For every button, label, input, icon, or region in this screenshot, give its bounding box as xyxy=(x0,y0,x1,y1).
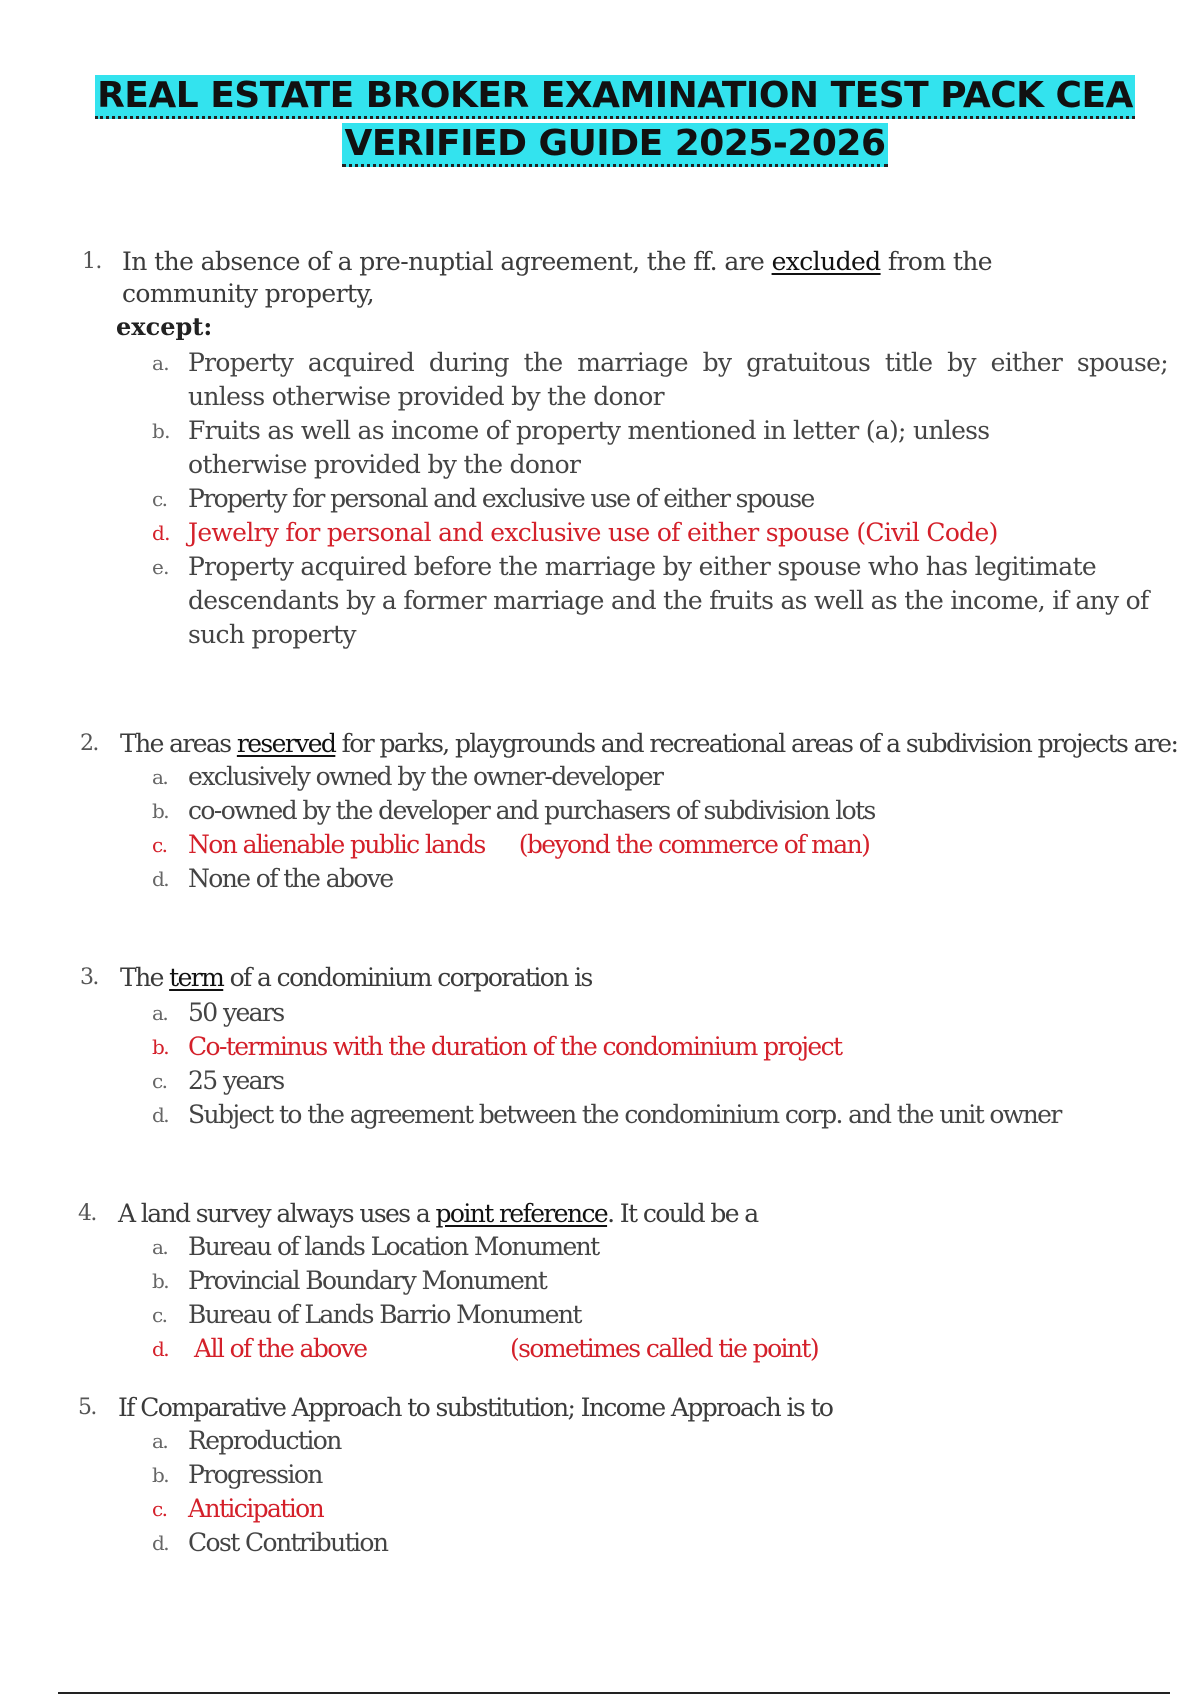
option-c: c. 25 years xyxy=(152,1066,284,1095)
option-c-correct-answer: c. Non alienable public lands (beyond the commerce of man) xyxy=(188,828,1148,862)
question-5-stem: 5. If Comparative Approach to substitution; Income Approach is to xyxy=(78,1393,833,1422)
option-e: e. Property acquired before the marriage by either spouse who has legitimate descendants by a former marriage and the fruits as well as the income, if any of such property xyxy=(152,552,1149,649)
option-d: d. Subject to the agreement between the condominium corp. and the unit owner xyxy=(152,1100,1061,1129)
question-1-stem: 1. In the absence of a pre-nuptial agreement, the ff. are excluded from the community property, xyxy=(82,247,992,308)
question-number: 2. xyxy=(80,731,98,756)
option-a: a. Reproduction xyxy=(152,1426,341,1455)
option-d: d. None of the above xyxy=(152,864,393,893)
option-b: b. Progression xyxy=(152,1460,322,1489)
question-5 xyxy=(0,1392,1200,1557)
question-4-stem: 4. A land survey always uses a point reference. It could be a xyxy=(78,1199,758,1228)
question-4-options xyxy=(152,1230,1148,1366)
question-1 xyxy=(0,246,1200,649)
footer-rule xyxy=(58,1692,1170,1694)
document-title xyxy=(60,72,1170,168)
question-3-stem: 3. The term of a condominium corporation is xyxy=(80,963,592,992)
question-number: 5. xyxy=(78,1395,96,1420)
answer-note: (beyond the commerce of man) xyxy=(518,830,870,859)
emphasis-underline: reserved xyxy=(236,729,336,758)
question-2-stem: 2. The areas reserved for parks, playgrounds and recreational areas of a subdivision projects are: xyxy=(80,729,1178,758)
option-d-correct-answer: d. Jewelry for personal and exclusive use of either spouse (Civil Code) xyxy=(152,518,998,547)
question-number: 3. xyxy=(80,965,98,990)
question-4 xyxy=(0,1198,1200,1363)
question-1-qualifier: except: xyxy=(116,312,213,341)
emphasis-underline: term xyxy=(169,963,224,992)
option-b: b. Fruits as well as income of property mentioned in letter (a); unless otherwise provided by the donor xyxy=(152,416,990,479)
option-b: b. Provincial Boundary Monument xyxy=(152,1266,547,1295)
question-5-options xyxy=(152,1424,1148,1560)
answer-note: (sometimes called tie point) xyxy=(510,1334,819,1363)
question-3 xyxy=(0,962,1200,1129)
question-number: 4. xyxy=(78,1201,96,1226)
option-a: a. 50 years xyxy=(152,998,284,1027)
question-number: 1. xyxy=(82,249,102,274)
option-d: d. Cost Contribution xyxy=(152,1528,388,1557)
option-d-correct-answer: d. All of the above (sometimes called tie point) xyxy=(188,1332,1148,1366)
option-c-correct-answer: c. Anticipation xyxy=(152,1494,324,1523)
option-a: a. Bureau of lands Location Monument xyxy=(152,1232,599,1261)
option-a: a. Property acquired during the marriage by gratuitous title by either spouse; unless otherwise provided by the donor xyxy=(152,348,1168,411)
question-3-options xyxy=(152,996,1148,1132)
title-line-2: VERIFIED GUIDE 2025-2026 xyxy=(342,123,887,167)
option-b-correct-answer: b. Co-terminus with the duration of the condominium project xyxy=(152,1032,842,1061)
title-line-1: REAL ESTATE BROKER EXAMINATION TEST PACK CEA xyxy=(95,75,1135,119)
question-2-options xyxy=(152,760,1148,896)
emphasis-underline: excluded xyxy=(771,247,881,276)
question-1-options xyxy=(152,346,1168,652)
emphasis-underline: point reference xyxy=(435,1199,608,1228)
option-b: b. co-owned by the developer and purchasers of subdivision lots xyxy=(152,796,875,825)
question-2 xyxy=(0,728,1200,893)
option-c: c. Property for personal and exclusive use of either spouse xyxy=(152,484,814,513)
option-a: a. exclusively owned by the owner-developer xyxy=(152,762,663,791)
option-c: c. Bureau of Lands Barrio Monument xyxy=(152,1300,581,1329)
